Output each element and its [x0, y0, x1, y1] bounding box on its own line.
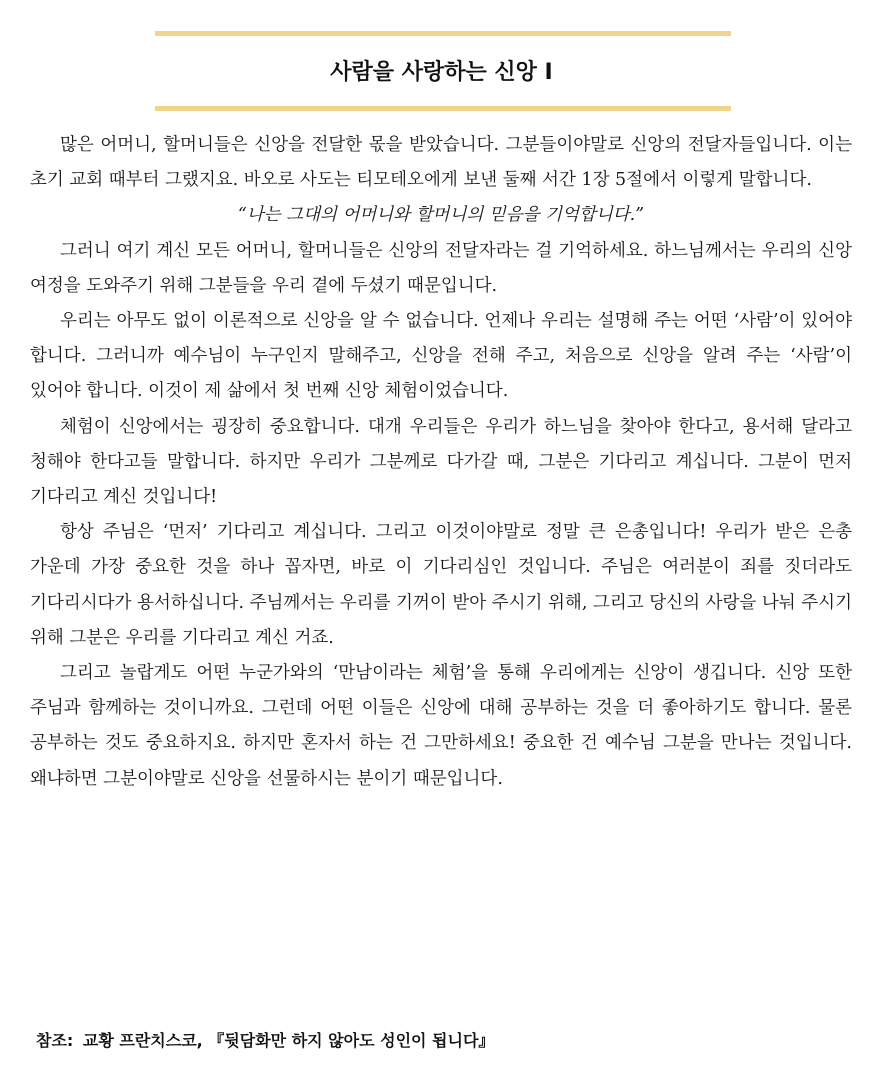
- paragraph-4: 체험이 신앙에서는 굉장히 중요합니다. 대개 우리들은 우리가 하느님을 찾아야 한다고, 용서해 달라고 청해야 한다고들 말합니다. 하지만 우리가 그분께로 다가갈 때, 그분은 기다리고 계십니다. 그분이 먼저 기다리고 계신 것입니다!: [30, 416, 852, 508]
- reference-label: 참조:: [36, 1031, 74, 1050]
- title-rule-top: [155, 31, 731, 36]
- page-title: 사람을 사랑하는 신앙 I: [330, 60, 553, 85]
- article-body: [30, 128, 852, 797]
- reference-source: 교황 프란치스코, 『뒷담화만 하지 않아도 성인이 됩니다』: [82, 1031, 495, 1050]
- paragraph-5: 항상 주님은 ‘먼저’ 기다리고 계십니다. 그리고 이것이야말로 정말 큰 은총입니다! 우리가 받은 은총 가운데 가장 중요한 것을 하나 꼽자면, 바로 이 기다리심인 것입니다. 주님은 여러분이 죄를 짓더라도 기다리시다가 용서하십니다. 주님께서는 우리를 기꺼이 받아 주시기 위해, 그리고 당신의 사랑을 나눠 주시기 위해 그분은 우리를 기다리고 계신 거죠.: [30, 522, 852, 648]
- reference-note: [36, 1028, 494, 1054]
- paragraph-1: 많은 어머니, 할머니들은 신앙을 전달한 몫을 받았습니다. 그분들이야말로 신앙의 전달자들입니다. 이는 초기 교회 때부터 그랬지요. 바오로 사도는 티모테오에게 보낸 둘째 서간 1장 5절에서 이렇게 말합니다.: [30, 135, 852, 191]
- paragraph-2: 그러니 여기 계신 모든 어머니, 할머니들은 신앙의 전달자라는 걸 기억하세요. 하느님께서는 우리의 신앙 여정을 도와주기 위해 그분들을 우리 곁에 두셨기 때문입니다.: [30, 240, 852, 296]
- paragraph-6: 그리고 놀랍게도 어떤 누군가와의 ‘만남이라는 체험’을 통해 우리에게는 신앙이 생깁니다. 신앙 또한 주님과 함께하는 것이니까요. 그런데 어떤 이들은 신앙에 대해 공부하는 것을 더 좋아하기도 합니다. 물론 공부하는 것도 중요하지요. 하지만 혼자서 하는 건 그만하세요! 중요한 건 예수님 그분을 만나는 것입니다. 왜냐하면 그분이야말로 신앙을 선물하시는 분이기 때문입니다.: [30, 663, 852, 789]
- scripture-quote: “나는 그대의 어머니와 할머니의 믿음을 기억합니다.”: [237, 205, 645, 226]
- title-rule-bottom: [155, 106, 731, 111]
- paragraph-3: 우리는 아무도 없이 이론적으로 신앙을 알 수 없습니다. 언제나 우리는 설명해 주는 어떤 ‘사람’이 있어야 합니다. 그러니까 예수님이 누구인지 말해주고, 신앙을 전해 주고, 처음으로 신앙을 알려 주는 ‘사람’이 있어야 합니다. 이것이 제 삶에서 첫 번째 신앙 체험이었습니다.: [30, 311, 852, 402]
